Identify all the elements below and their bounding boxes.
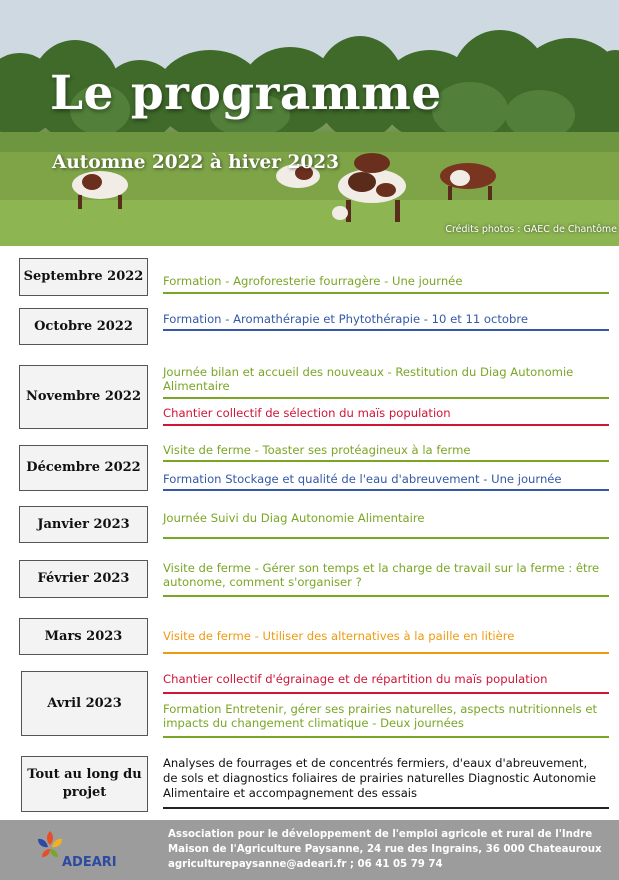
month-label-fevrier: Février 2023 [19,560,148,598]
footer-address: Maison de l'Agriculture Paysanne, 24 rue des Ingrains, 36 000 Chateauroux [168,843,602,855]
month-label-tout-au-long-du-projet: Tout au long du projet [21,756,148,812]
event-text: Chantier collectif de sélection du maïs population [163,406,451,420]
footer [0,820,619,880]
event-text: Chantier collectif d'égrainage et de répartition du maïs population [163,672,548,686]
month-label-decembre: Décembre 2022 [19,445,148,491]
event-text: Visite de ferme - Toaster ses protéagineux à la ferme [163,443,471,457]
event-underline [163,489,609,491]
hero-photo [0,0,619,246]
event-text: Visite de ferme - Utiliser des alternatives à la paille en litière [163,629,515,643]
event-underline [163,397,609,399]
event-text: Formation - Agroforesterie fourragère - Une journée [163,274,463,288]
month-label-octobre: Octobre 2022 [19,308,148,345]
event-underline [163,537,609,539]
event-underline [163,424,609,426]
event-underline [163,736,609,738]
event-text: Analyses de fourrages et de concentrés fermiers, d'eaux d'abreuvement, de sols et diagnostics foliaires de prairies naturelles Diagnostic Autonomie Alimentaire et accompagnement des essais [163,756,597,801]
month-label-avril: Avril 2023 [21,671,148,736]
event-text: Formation Stockage et qualité de l'eau d'abreuvement - Une journée [163,472,562,486]
event-underline [163,692,609,694]
event-underline [163,652,609,654]
event-underline [163,595,609,597]
event-text: Journée Suivi du Diag Autonomie Alimentaire [163,511,425,525]
month-label-mars: Mars 2023 [19,618,148,655]
month-label-septembre: Septembre 2022 [19,258,148,296]
event-underline [163,460,609,462]
event-text: Visite de ferme - Gérer son temps et la charge de travail sur la ferme : être autonome, comment s'organiser ? [163,561,600,590]
page-title: Le programme [50,66,442,121]
event-text: Formation Entretenir, gérer ses prairies naturelles, aspects nutritionnels et impacts du changement climatique - Deux journées [163,702,598,731]
month-label-novembre: Novembre 2022 [19,365,148,429]
event-underline [163,329,609,331]
event-text: Journée bilan et accueil des nouveaux - Restitution du Diag Autonomie Alimentaire [163,365,574,394]
event-text: Formation - Aromathérapie et Phytothérapie - 10 et 11 octobre [163,312,529,326]
footer-email-phone[interactable]: agriculturepaysanne@adeari.fr ; 06 41 05 79 74 [168,858,443,870]
hero-banner [0,0,619,246]
month-label-janvier: Janvier 2023 [19,506,148,543]
footer-association-name: Association pour le développement de l'emploi agricole et rural de l'Indre [168,829,593,840]
photo-credits: Crédits photos : GAEC de Chantôme [445,224,617,235]
event-underline [163,807,609,809]
adeari-logo-text: ADEARI [62,855,117,870]
event-underline [163,292,609,294]
footer-contact [168,828,602,872]
page-subtitle: Automne 2022 à hiver 2023 [52,152,339,173]
